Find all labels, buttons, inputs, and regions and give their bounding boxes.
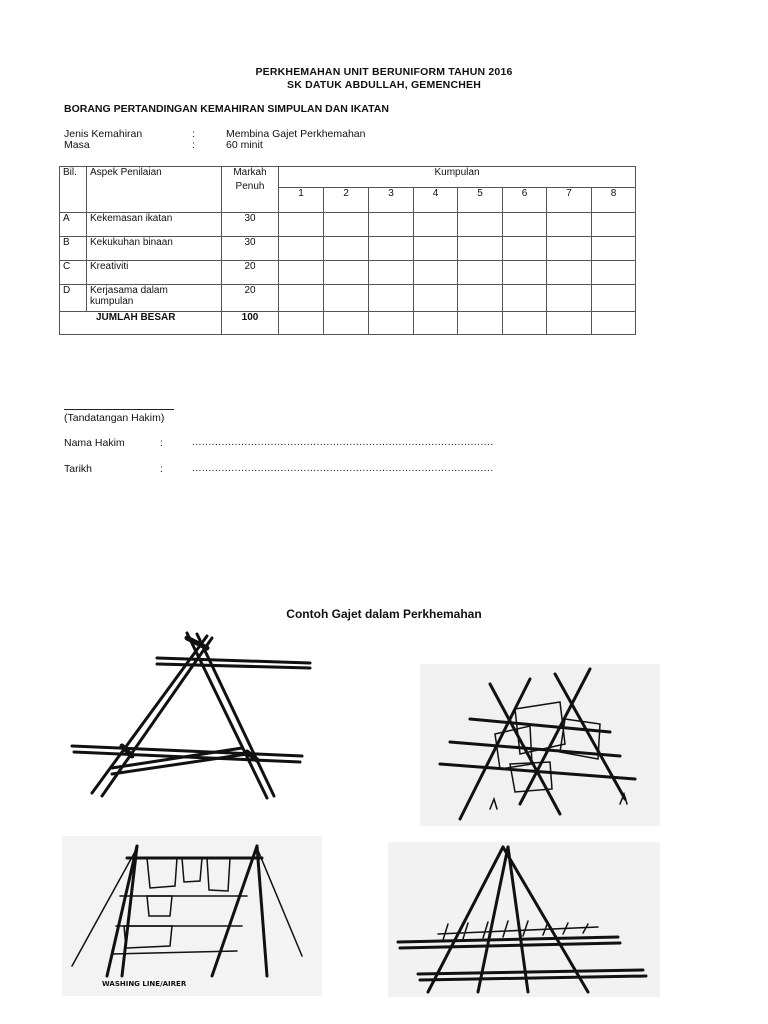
row-bil: A [60, 213, 87, 237]
row-markah: 30 [222, 213, 279, 237]
score-cell[interactable] [279, 285, 324, 312]
header-aspek: Aspek Penilaian [87, 167, 222, 213]
score-cell[interactable] [458, 285, 503, 312]
score-cell[interactable] [369, 261, 414, 285]
score-cell[interactable] [324, 213, 369, 237]
group-3: 3 [369, 188, 414, 213]
group-4: 4 [414, 188, 458, 213]
row-markah: 30 [222, 237, 279, 261]
score-cell[interactable] [503, 312, 547, 335]
row-aspek: Kekemasan ikatan [87, 213, 222, 237]
score-cell[interactable] [458, 312, 503, 335]
row-aspek-line1: Kerjasama dalam [90, 285, 168, 296]
score-cell[interactable] [279, 213, 324, 237]
header-school: SK DATUK ABDULLAH, GEMENCHEH [286, 79, 481, 91]
group-2: 2 [324, 188, 369, 213]
header-markah-line1: Markah [233, 167, 267, 178]
meta-label-time: Masa [64, 139, 90, 151]
judge-name-field[interactable]: ............................................................................................ [192, 437, 494, 448]
score-cell[interactable] [414, 213, 458, 237]
total-label: JUMLAH BESAR [60, 312, 222, 335]
score-cell[interactable] [324, 312, 369, 335]
group-7: 7 [547, 188, 592, 213]
score-cell[interactable] [547, 285, 592, 312]
group-8: 8 [592, 188, 636, 213]
score-cell[interactable] [547, 261, 592, 285]
date-field[interactable]: ............................................................................................ [192, 463, 494, 474]
washing-line-label: WASHING LINE/AIRER [102, 980, 187, 988]
score-cell[interactable] [369, 312, 414, 335]
score-cell[interactable] [414, 285, 458, 312]
header-kumpulan: Kumpulan [279, 167, 636, 188]
row-markah: 20 [222, 261, 279, 285]
group-1: 1 [279, 188, 324, 213]
score-cell[interactable] [592, 312, 636, 335]
table-row [60, 261, 636, 285]
signature-line[interactable] [64, 409, 174, 410]
score-cell[interactable] [279, 237, 324, 261]
meta-label-skill: Jenis Kemahiran [64, 128, 143, 140]
date-label: Tarikh [64, 463, 93, 475]
row-aspek: Kreativiti [87, 261, 222, 285]
washing-line-illustration [62, 836, 322, 996]
score-cell[interactable] [503, 261, 547, 285]
illustrations-caption: Contoh Gajet dalam Perkhemahan [286, 607, 482, 621]
score-cell[interactable] [458, 213, 503, 237]
row-aspek: Kekukuhan binaan [87, 237, 222, 261]
signature-label: (Tandatangan Hakim) [64, 412, 165, 424]
header-bil: Bil. [60, 167, 87, 213]
score-cell[interactable] [279, 261, 324, 285]
score-cell[interactable] [279, 312, 324, 335]
meta-sep: : [192, 128, 195, 140]
score-cell[interactable] [592, 285, 636, 312]
judge-name-label: Nama Hakim [64, 437, 125, 449]
meta-value-time: 60 minit [226, 139, 263, 151]
score-cell[interactable] [414, 312, 458, 335]
score-cell[interactable] [458, 261, 503, 285]
score-cell[interactable] [503, 213, 547, 237]
table-row [60, 237, 636, 261]
score-table [59, 166, 636, 335]
score-cell[interactable] [503, 285, 547, 312]
score-cell[interactable] [369, 237, 414, 261]
table-row [60, 213, 636, 237]
row-bil: B [60, 237, 87, 261]
group-5: 5 [458, 188, 503, 213]
form-title: BORANG PERTANDINGAN KEMAHIRAN SIMPULAN DAN IKATAN [64, 103, 389, 115]
score-cell[interactable] [324, 237, 369, 261]
score-cell[interactable] [547, 213, 592, 237]
row-bil: D [60, 285, 87, 312]
score-cell[interactable] [369, 213, 414, 237]
score-cell[interactable] [414, 261, 458, 285]
header-markah [222, 167, 279, 213]
row-markah: 20 [222, 285, 279, 312]
meta-value-skill: Membina Gajet Perkhemahan [226, 128, 366, 140]
row-bil: C [60, 261, 87, 285]
score-cell[interactable] [414, 237, 458, 261]
header-markah-line2: Penuh [235, 181, 265, 192]
header-title: PERKHEMAHAN UNIT BERUNIFORM TAHUN 2016 [255, 66, 513, 78]
total-value: 100 [222, 312, 279, 335]
a-frame-gadget-illustration [62, 628, 312, 808]
score-cell[interactable] [324, 285, 369, 312]
table-total-row [60, 312, 636, 335]
score-cell[interactable] [592, 237, 636, 261]
field-sep: : [160, 463, 163, 475]
row-aspek [87, 285, 222, 312]
grill-gadget-illustration [388, 842, 660, 997]
score-cell[interactable] [324, 261, 369, 285]
group-6: 6 [503, 188, 547, 213]
score-cell[interactable] [503, 237, 547, 261]
score-cell[interactable] [547, 237, 592, 261]
score-cell[interactable] [592, 261, 636, 285]
meta-sep: : [192, 139, 195, 151]
score-cell[interactable] [547, 312, 592, 335]
score-cell[interactable] [458, 237, 503, 261]
score-cell[interactable] [369, 285, 414, 312]
row-aspek-line2: kumpulan [90, 296, 134, 307]
field-sep: : [160, 437, 163, 449]
table-row [60, 285, 636, 312]
rack-gadget-illustration [420, 664, 660, 826]
score-cell[interactable] [592, 213, 636, 237]
